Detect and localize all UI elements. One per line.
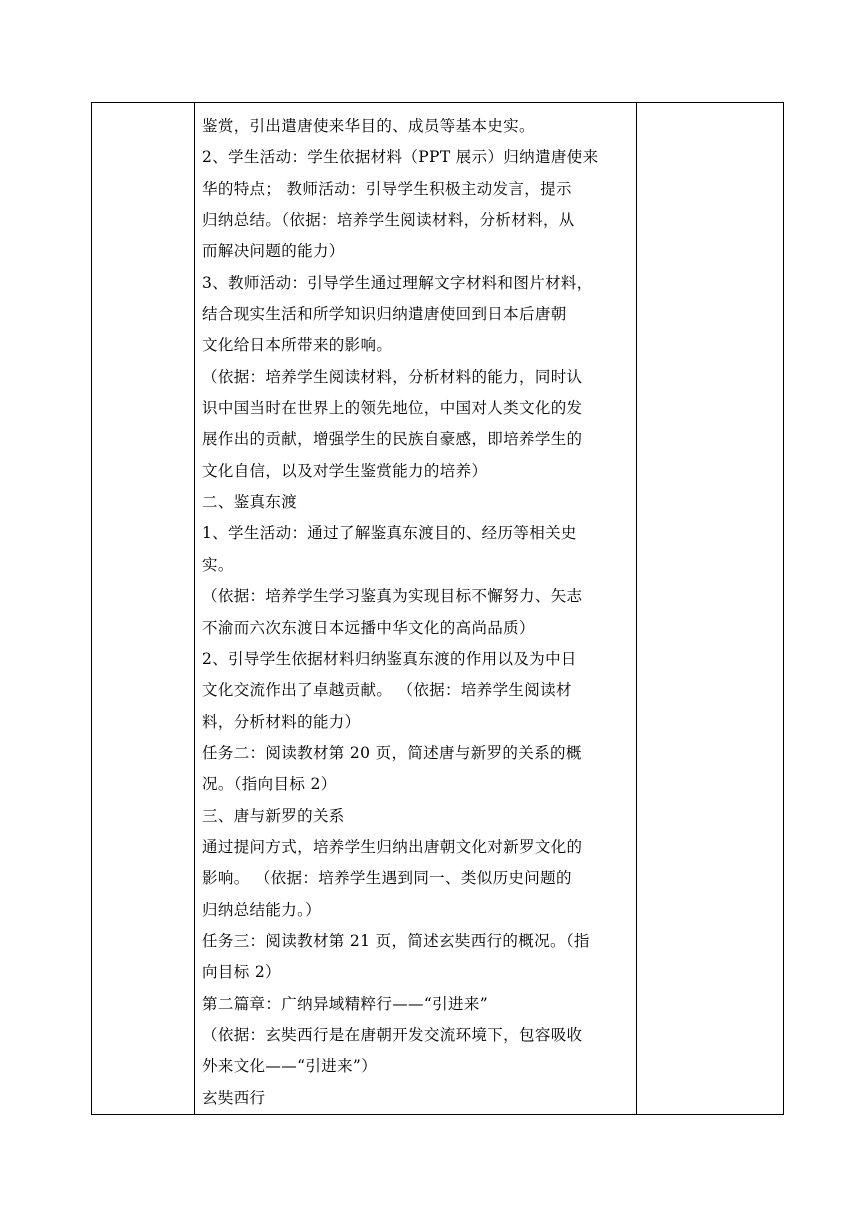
- text-line: 影响。 （依据：培养学生遇到同一、类似历史问题的: [202, 869, 572, 888]
- text-line: 外来文化——“引进来”）: [202, 1057, 378, 1076]
- section-heading: 三、唐与新罗的关系: [202, 806, 345, 825]
- chapter-heading: 第二篇章：广纳异域精粹行——“引进来”: [202, 994, 488, 1013]
- task-line: 任务二：阅读教材第 20 页，简述唐与新罗的关系的概: [202, 743, 582, 762]
- text-line: 实。: [202, 555, 234, 574]
- text-line: 不渝而六次东渡日本远播中华文化的高尚品质）: [202, 618, 535, 637]
- text-line: 料，分析材料的能力）: [202, 712, 361, 731]
- text-line: 结合现实生活和所学知识归纳遣唐使回到日本后唐朝: [202, 305, 567, 324]
- text-line: 文化自信，以及对学生鉴赏能力的培养）: [202, 461, 488, 480]
- task-line: 况。（指向目标 2）: [202, 775, 337, 794]
- text-line: 2、学生活动：学生依据材料（PPT 展示）归纳遣唐使来: [202, 148, 599, 167]
- text-line: 归纳总结。（依据：培养学生阅读材料，分析材料，从: [202, 211, 575, 230]
- table-row: [92, 103, 784, 1115]
- task-line: 向目标 2）: [202, 963, 281, 982]
- text-line: 展作出的贡献，增强学生的民族自豪感，即培养学生的: [202, 430, 583, 449]
- right-column-cell: [637, 103, 784, 1115]
- text-line: （依据：培养学生学习鉴真为实现目标不懈努力、矢志: [202, 587, 583, 606]
- text-line: 文化给日本所带来的影响。: [202, 336, 393, 355]
- section-heading: 玄奘西行: [202, 1088, 266, 1107]
- content-cell: [195, 103, 637, 1115]
- section-heading: 二、鉴真东渡: [202, 493, 298, 512]
- text-line: 而解决问题的能力）: [202, 242, 345, 261]
- lesson-plan-table: [91, 102, 784, 1115]
- task-line: 任务三：阅读教材第 21 页，简述玄奘西行的概况。（指: [202, 931, 590, 950]
- text-line: （依据：培养学生阅读材料，分析材料的能力，同时认: [202, 367, 583, 386]
- text-line: 识中国当时在世界上的领先地位，中国对人类文化的发: [202, 399, 583, 418]
- text-line: 3、教师活动：引导学生通过理解文字材料和图片材料，: [202, 273, 593, 292]
- text-line: 归纳总结能力。）: [202, 900, 322, 919]
- left-column-cell: [92, 103, 195, 1115]
- text-line: 文化交流作出了卓越贡献。 （依据：培养学生阅读材: [202, 681, 572, 700]
- text-line: 通过提问方式，培养学生归纳出唐朝文化对新罗文化的: [202, 837, 583, 856]
- text-line: 鉴赏，引出遣唐使来华目的、成员等基本史实。: [202, 117, 535, 135]
- text-line: （依据：玄奘西行是在唐朝开发交流环境下，包容吸收: [202, 1025, 583, 1044]
- text-line: 华的特点； 教师活动：引导学生积极主动发言，提示: [202, 179, 572, 198]
- text-line: 2、引导学生依据材料归纳鉴真东渡的作用以及为中日: [202, 649, 577, 668]
- text-line: 1、学生活动：通过了解鉴真东渡目的、经历等相关史: [202, 524, 577, 543]
